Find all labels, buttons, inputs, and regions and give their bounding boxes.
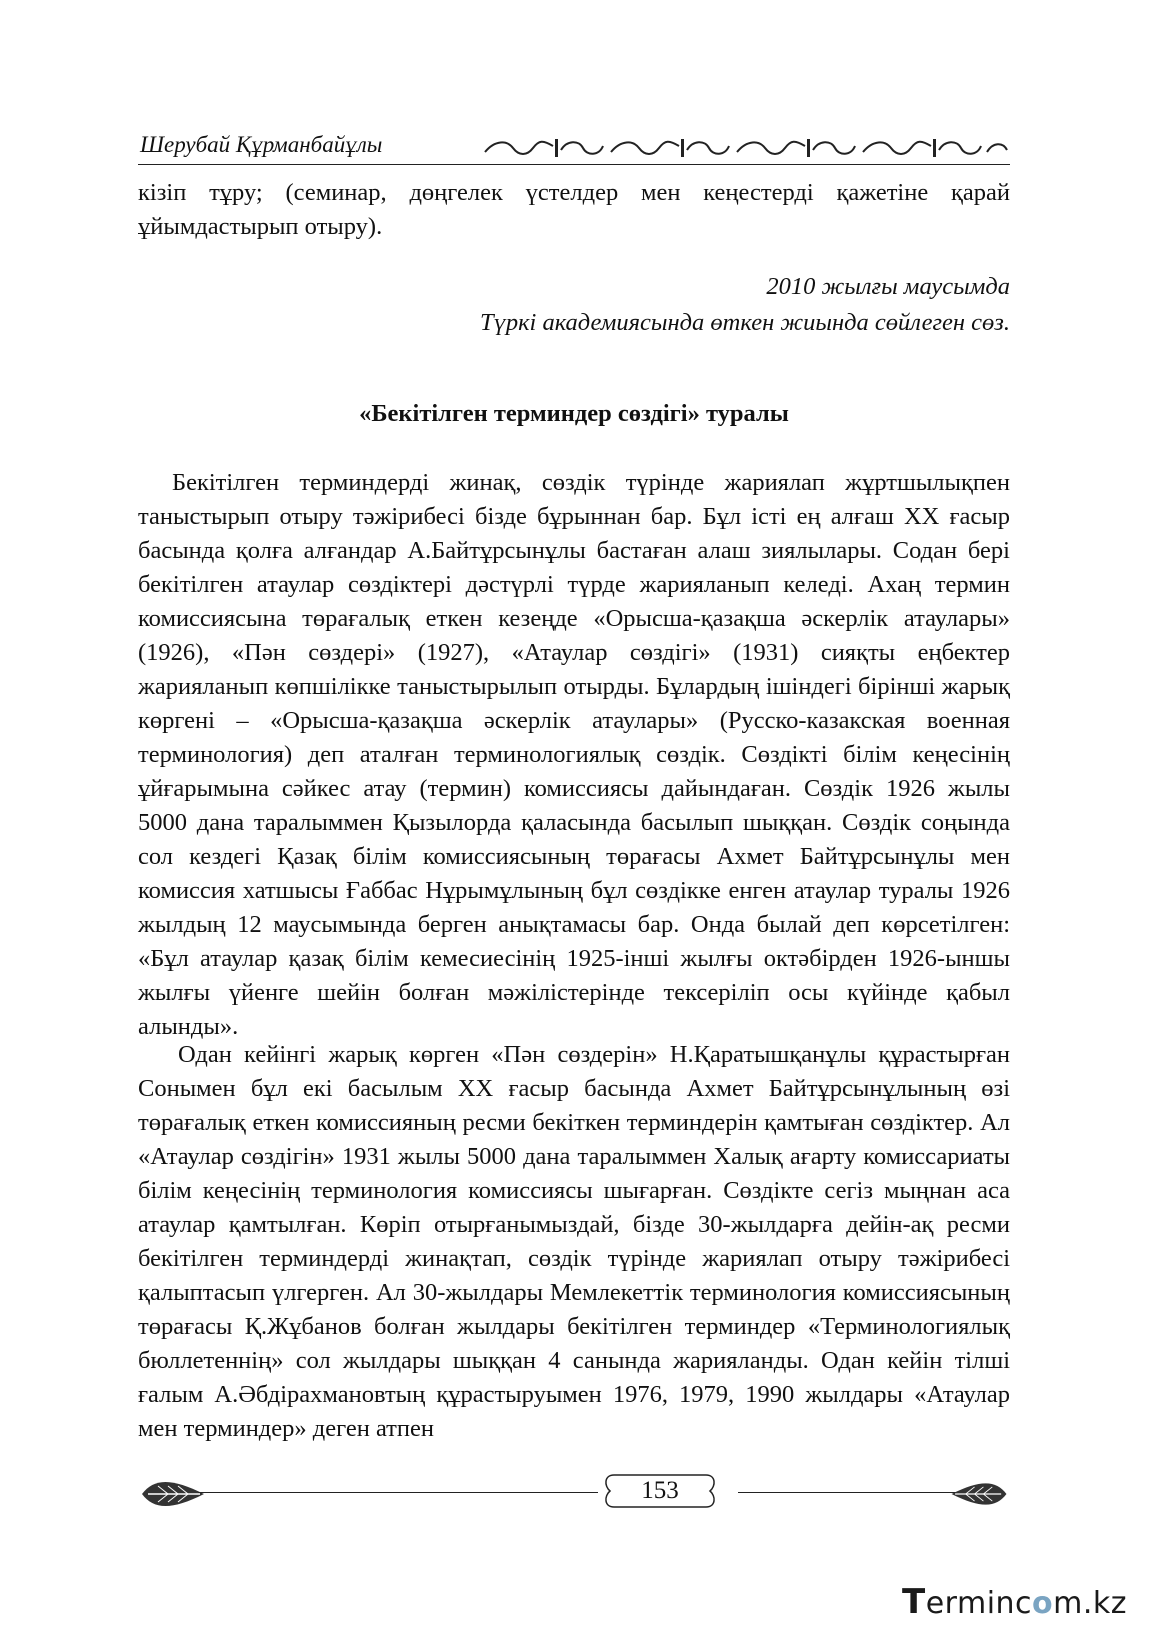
running-head-author: Шерубай Құрманбайұлы	[140, 132, 383, 157]
page-number-box	[600, 1472, 720, 1510]
right-leaf-ornament-icon	[948, 1474, 1010, 1514]
page-footer	[138, 1470, 1010, 1520]
left-leaf-ornament-icon	[138, 1474, 208, 1514]
signature-line-1: 2010 жылғы маусымда	[766, 273, 1010, 300]
intro-paragraph: кізіп тұру; (семинар, дөңгелек үстелдер мен кеңестерді қажетіне қарай ұйымдастырып отыру).	[138, 179, 1010, 240]
footer-rule-right	[738, 1492, 968, 1493]
page-number: 153	[641, 1477, 679, 1504]
page-header	[138, 128, 1010, 168]
signature-block	[480, 269, 1010, 341]
header-ornament	[483, 136, 1010, 160]
body-paragraph-1: Бекітілген терминдерді жинақ, сөздік түрінде жариялап жұртшылықпен таныстырып отыру тәжірибесі бізде бұрыннан бар. Бұл істі ең алғаш XX ғасыр басында қолға алғандар А.Байтұрсынұлы бастаған алаш зиялылары. Содан бері бекітілген атаулар сөздіктері дәстүрлі түрде жарияланып келеді. Ахаң термин комиссиясына төрағалық еткен кезеңде «Орысша-қазақша әскерлік атаулары» (1926), «Пән сөздері» (1927), «Атаулар сөздігі» (1931) сияқты еңбектер жарияланып көпшілікке таныстырылып отырды. Бұлардың ішіндегі бірінші жарық көргені – «Орысша-қазақша әскерлік атаулары» (Русско-казакская военная терминология) деп аталған терминологиялық сөздік. Сөздікті білім кеңесінің ұйғарымына сәйкес атау (термин) комиссиясы дайындаған. Сөздік 1926 жылы 5000 дана таралыммен Қызылорда қаласында басылып шыққан. Сөздік соңында сол кездегі Қазақ білім комиссиясының төрағасы Ахмет Байтұрсынұлы мен комиссия хатшысы Ғаббас Нұрымұлының бұл сөздікке енген атаулар туралы 1926 жылдың 12 маусымында берген анықтамасы бар. Онда былай деп көрсетілген: «Бұл атаулар қазақ білім кемесиесінің 1925-інші жылғы октәбірден 1926-ыншы жылғы үйенге шейін болған мәжілістерінде тексеріліп осы күйінде қабыл алынды».	[138, 469, 1010, 1040]
signature-line-2: Түркі академиясында өткен жиында сөйлеген сөз.	[479, 309, 1010, 336]
site-watermark: Termincom.kz	[902, 1582, 1128, 1622]
header-rule	[138, 164, 1010, 165]
footer-rule-left	[198, 1492, 598, 1493]
section-title: «Бекітілген терминдер сөздігі» туралы	[359, 400, 789, 427]
body-paragraph-2: Одан кейінгі жарық көрген «Пән сөздерін» Н.Қаратышқанұлы құрастырған Сонымен бұл екі басылым XX ғасыр басында Ахмет Байтұрсынұлының өзі төрағалық еткен комиссияның ресми бекіткен терминдерін қамтыған сөздіктер. Ал «Атаулар сөздігін» 1931 жылы 5000 дана таралыммен Халық ағарту комиссариаты білім кеңесінің терминология комиссиясы шығарған. Сөздікте сегіз мыңнан аса атаулар қамтылған. Көріп отырғанымыздай, бізде 30-жылдарға дейін-ақ ресми бекітілген терминдерді жинақтап, сөздік түрінде жариялап отыру тәжірибесі қалыптасып үлгерген. Ал 30-жылдары Мемлекеттік терминология комиссиясының төрағасы Қ.Жұбанов болған жылдары бекітілген терминдер «Терминологиялық бюллетеннің» сол жылдары шыққан 4 санында жарияланды. Одан кейін тілші ғалым А.Әбдірахмановтың құрастыруымен 1976, 1979, 1990 жылдары «Атаулар мен терминдер» деген атпен	[138, 1041, 1010, 1442]
